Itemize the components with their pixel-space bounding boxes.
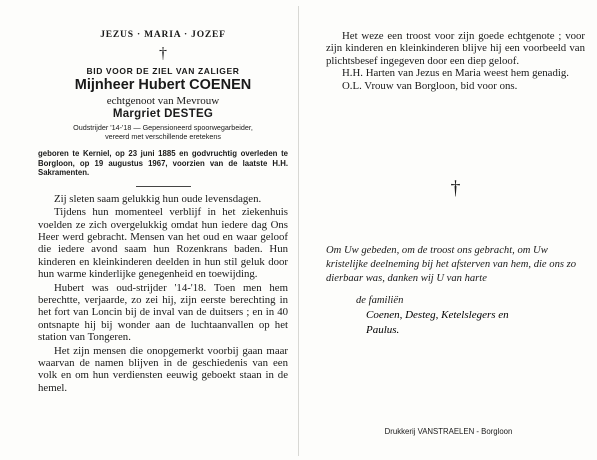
- consolation-text: [326, 30, 585, 92]
- printer-credit: Drukkerij VANSTRAELEN - Borgloon: [384, 427, 513, 436]
- left-panel: [0, 0, 298, 460]
- family-intro: de familiën: [356, 295, 404, 307]
- biography-paragraph: Hubert was oud-strijder '14-'18. Toen men hem berechtte, verjaarde, zo zei hij, zijn eerste berechting in het fort van Loncin bij de inval van de duitsers ; en in 40 ontsnapte hij bij wonder aan de luchtaanvallen op het station van Tongeren.: [38, 281, 288, 344]
- biography: [38, 193, 288, 395]
- spouse-intro: echtgenoot van Mevrouw: [106, 95, 220, 107]
- veteran-line-1: Oudstrijder '14-'18 — Gepensioneerd spoorwegarbeider,: [73, 123, 253, 132]
- thanks-block: [326, 244, 585, 338]
- family-names-line-1: Coenen, Desteg, Ketelslegers en: [366, 309, 509, 322]
- prayer-intro: BID VOOR DE ZIEL VAN ZALIGER: [86, 66, 240, 76]
- right-panel: [300, 0, 597, 460]
- deceased-name: Mijnheer Hubert COENEN: [74, 77, 252, 93]
- veteran-line-2: vereerd met verschillende eretekens: [105, 132, 221, 141]
- family-names-line-2: Paulus.: [366, 324, 400, 337]
- cross-icon: †: [450, 177, 461, 200]
- spouse-name: Margriet DESTEG: [112, 108, 214, 120]
- biography-paragraph: Zij sleten saam gelukkig hun oude levensdagen.: [54, 192, 262, 205]
- birth-death-text: geboren te Kerniel, op 23 juni 1885 en godvruchtig overleden te Borgloon, op 19 augustus 1967, voorzien van de laatste H.H. Sakramenten.: [38, 149, 288, 178]
- cross-icon: †: [159, 45, 167, 62]
- consolation-paragraph: O.L. Vrouw van Borgloon, bid voor ons.: [342, 79, 518, 92]
- biography-paragraph: Het zijn mensen die onopgemerkt voorbij gaan maar waarvan de namen blijven in de geschiedenis van een volk en om hun verdiensten eeuwig geboekt staan in de hemel.: [38, 344, 288, 394]
- center-fold: [298, 6, 299, 456]
- thanks-text: Om Uw gebeden, om de troost ons gebracht, om Uw kristelijke deelneming bij het afsterven van hem, die ons zo dierbaar was, danken wij U van harte: [326, 245, 577, 285]
- consolation-paragraph: Het weze een troost voor zijn goede echtgenote ; voor zijn kinderen en kleinkinderen blijve hij een voorbeeld van plichtsbesef ingegeven door een diep geloof.: [326, 30, 585, 67]
- family-block: [326, 294, 585, 338]
- invocation: JEZUS · MARIA · JOZEF: [100, 30, 226, 40]
- divider-rule: [136, 186, 191, 187]
- biography-paragraph: Tijdens hun momenteel verblijf in het ziekenhuis voelden ze zich overgelukkig omdat hun iedere dag Ons Heer werd gebracht. Mensen van het oud en waar geloof die iedere avond saam hun Rozenkrans baden. Hun kinderen en kleinkinderen deelden in hun stil geluk door hun warme kinderlijke genegenheid en toewijding.: [38, 206, 288, 281]
- consolation-paragraph: H.H. Harten van Jezus en Maria weest hem genadig.: [342, 67, 569, 80]
